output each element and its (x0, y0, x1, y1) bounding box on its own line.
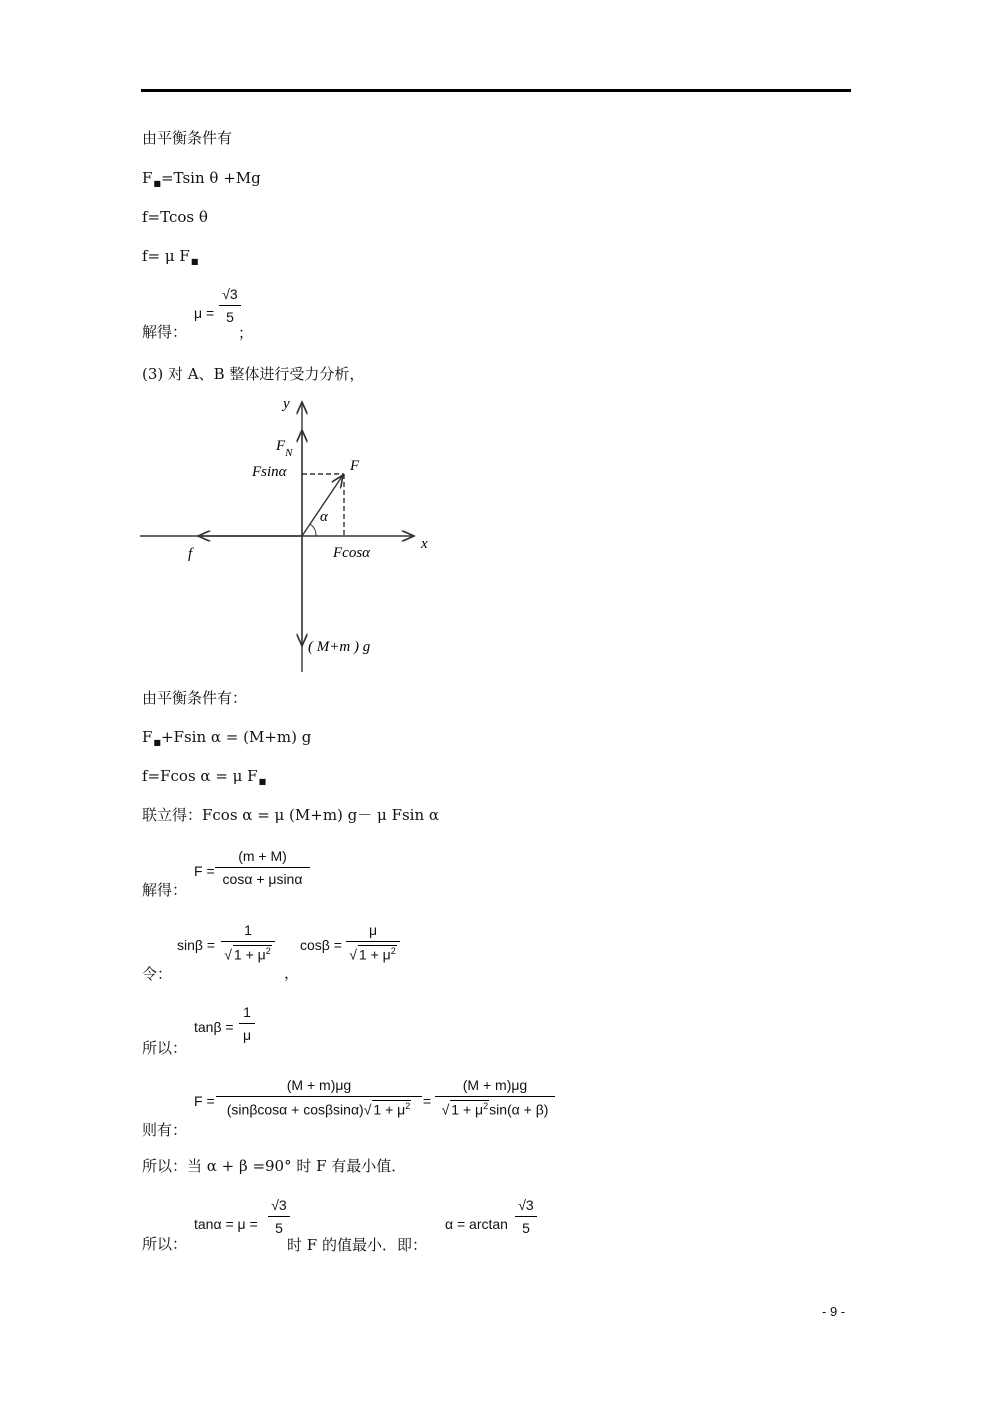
then-label: 则有： (142, 1121, 188, 1139)
part3-heading: (3) 对 A、B 整体进行受力分析， (142, 365, 365, 383)
tanb-lhs: tanβ = (194, 1019, 234, 1035)
text-line: 由平衡条件有 (142, 129, 233, 147)
F-lhs-2: F = (194, 1093, 215, 1109)
force-F-arrow (302, 475, 343, 536)
F-lhs: F = (194, 863, 215, 879)
fraction-F-big-1: $\frac{(M + m)\mu g}{(\sin\beta\cos\alpha + \cos\beta\sin\alpha)√ 1 + \mu^2}$ (216, 1077, 422, 1118)
label-x: x (421, 536, 428, 552)
label-y: y (283, 396, 290, 412)
equation-line: 联立得：Fcos α = μ (M+m) g－ μ Fsin α (142, 806, 440, 824)
equation-line: f=Tcos θ (142, 208, 208, 226)
text-line: 由平衡条件有： (142, 689, 248, 707)
equation-line: $F_■+Fsin$ α = (M+m) g (142, 728, 312, 747)
solve-label: 解得： (142, 323, 188, 341)
label-alpha: α (320, 509, 328, 525)
fraction-sqrt3-over-5: $\frac{√3}{5}$ (219, 286, 241, 325)
cosb-lhs: cosβ = (300, 937, 342, 953)
fraction-alpha: $\frac{√3}{5}$ (515, 1197, 537, 1236)
mu-lhs: μ = (194, 305, 215, 321)
label-f: f (188, 546, 193, 562)
sinb-lhs: sinβ = (177, 937, 216, 953)
tana-lhs: tanα = μ = (194, 1216, 258, 1232)
so-label: 所以： (142, 1235, 188, 1253)
angle-arc (310, 524, 316, 536)
page-number: - 9 - (822, 1304, 846, 1319)
equation-line: f=Fcos α = μ $F_■$ (142, 767, 267, 786)
equation-line: f= μ $F_■$ (142, 247, 199, 266)
force-diagram (140, 390, 440, 675)
min-text: 时 F 的值最小．即： (287, 1236, 427, 1254)
semicolon: ； (238, 324, 254, 342)
equation-line: $F_■=Tsin$ θ +Mg (142, 169, 261, 188)
label-F: F (350, 458, 360, 474)
label-Fsin: Fsinα (252, 464, 287, 480)
fraction-tana: $\frac{√3}{5}$ (268, 1197, 290, 1236)
label-Fcos: Fcosα (333, 545, 371, 561)
comma: ， (284, 964, 300, 982)
fraction-F-big-2: $\frac{(M + m)\mu g}{√ 1 + \mu^2\sin(\alpha + \beta)}$ (435, 1077, 555, 1118)
fraction-cosb: $\frac{\mu}{√ 1 + \mu^2}$ (346, 922, 400, 963)
alpha-lhs: α = arctan (445, 1216, 508, 1232)
fraction-sinb: $\frac{1}{√ 1 + \mu^2}$ (221, 922, 275, 963)
text-line: 所以：当 α + β =90° 时 F 有最小值． (142, 1157, 407, 1175)
let-label: 令： (142, 965, 173, 983)
equals: = (423, 1093, 432, 1109)
so-label: 所以： (142, 1039, 188, 1057)
header-rule (141, 89, 851, 92)
fraction-F: $\frac{(m + M)}{\cos\alpha + \mu\sin\alpha}$ (215, 848, 310, 887)
solve-label: 解得： (142, 881, 188, 899)
label-Mmg: ( M+m ) g (308, 639, 371, 655)
fraction-tanb: $\frac{1}{\mu}$ (239, 1004, 255, 1043)
label-FN: $F_N$ (276, 438, 293, 459)
